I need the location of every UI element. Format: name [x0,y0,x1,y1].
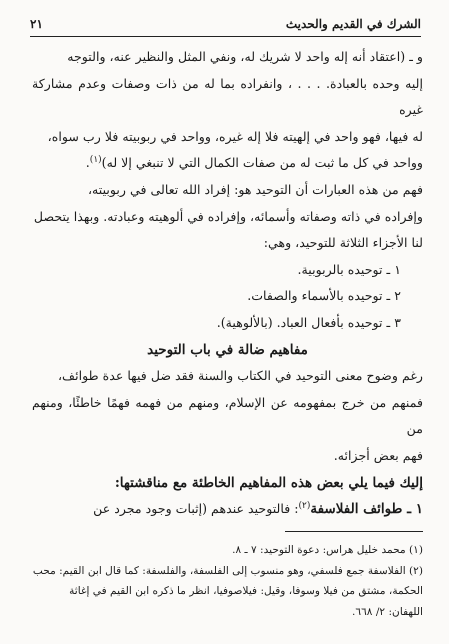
paragraph-2-line-1: فهم من هذه العبارات أن التوحيد هو: إفراد الله تعالى في ربوبيته، [87,181,423,197]
paragraph-3-line-2: فمنهم من خرج بمفهومه عن الإسلام، ومنهم من فهمه فهمًا خاطئًا، ومنهم من [32,394,423,437]
list-item-1: ١ ـ توحيده بالربوبية. [297,261,401,277]
running-title: الشرك في القديم والحديث [285,17,421,31]
paragraph-3-line-3: فهم بعض أجزائه. [333,447,423,463]
paragraph-1-line-4 [32,150,423,177]
paragraph-2-line-2: وإفراده في ذاته وصفاته وأسمائه، وإفراده في ألوهيته وعبادته. وبهذا يتحصل [33,208,423,224]
footnote-ref-2: (٢) [298,500,311,511]
paragraph-1-line-4-text: وواحد في كل ما ثبت له من صفات الكمال التي لا تنبغي إلا له) [101,155,423,171]
list-item-3: ٣ ـ توحيده بأفعال العباد. (بالألوهية). [216,314,401,330]
item-1-label: ١ ـ طوائف الفلاسفة [310,501,423,518]
paragraph-1-line-2: إليه وحده بالعبادة. . . . ، وانفراده بما له من ذات وصفات وعدم مشاركة غيره [32,75,423,118]
page-number: ٢١ [30,17,43,31]
footnote-2-line-2: الحكمة، مشتق من فيلا وسوفا، وقيل: فيلاصوفيا، انظر ما ذكره ابن القيم في إغاثة [69,585,423,597]
item-1-text: : فالتوحيد عندهم (إثبات وجود مجرد عن [93,501,299,517]
footnotes [32,540,423,622]
list-item-2: ٢ ـ توحيده بالأسماء والصفات. [247,288,401,304]
footnote-ref-1: (١) [89,155,102,166]
footnote-separator [285,531,423,532]
section-heading: مفاهيم ضالة في باب التوحيد [147,341,308,358]
footnote-1: (١) محمد خليل هراس: دعوة التوحيد: ٧ ـ ٨. [232,544,423,556]
item-1-line [32,496,423,523]
footnote-2-line-3: اللهفان: ٢/ ٦٦٨. [352,605,423,618]
bold-intro-line: إليك فيما يلي بعض هذه المفاهيم الخاطئة مع مناقشتها: [114,474,423,491]
paragraph-2-line-3: لنا الأجزاء الثلاثة للتوحيد، وهي: [263,235,423,251]
paragraph-1-end: . [85,155,90,171]
page-header [30,14,421,37]
paragraph-3-line-1: رغم وضوح معنى التوحيد في الكتاب والسنة فقد ضل فيها عدة طوائف، [57,368,423,384]
footnote-2-line-1: (٢) الفلاسفة جمع فلسفي، وهو منسوب إلى الفلسفة، والفلسفة: كما قال ابن القيم: محب [32,564,423,577]
page-body [32,44,423,523]
paragraph-1-line-3: له فيها، فهو واحد في إلهيته فلا إله غيره، وواحد في ربوبيته فلا رب سواه، [47,128,423,144]
paragraph-1-line-1: و ـ (اعتقاد أنه إله واحد لا شريك له، ونفي المثل والنظير عنه، والتوجه [67,49,423,64]
